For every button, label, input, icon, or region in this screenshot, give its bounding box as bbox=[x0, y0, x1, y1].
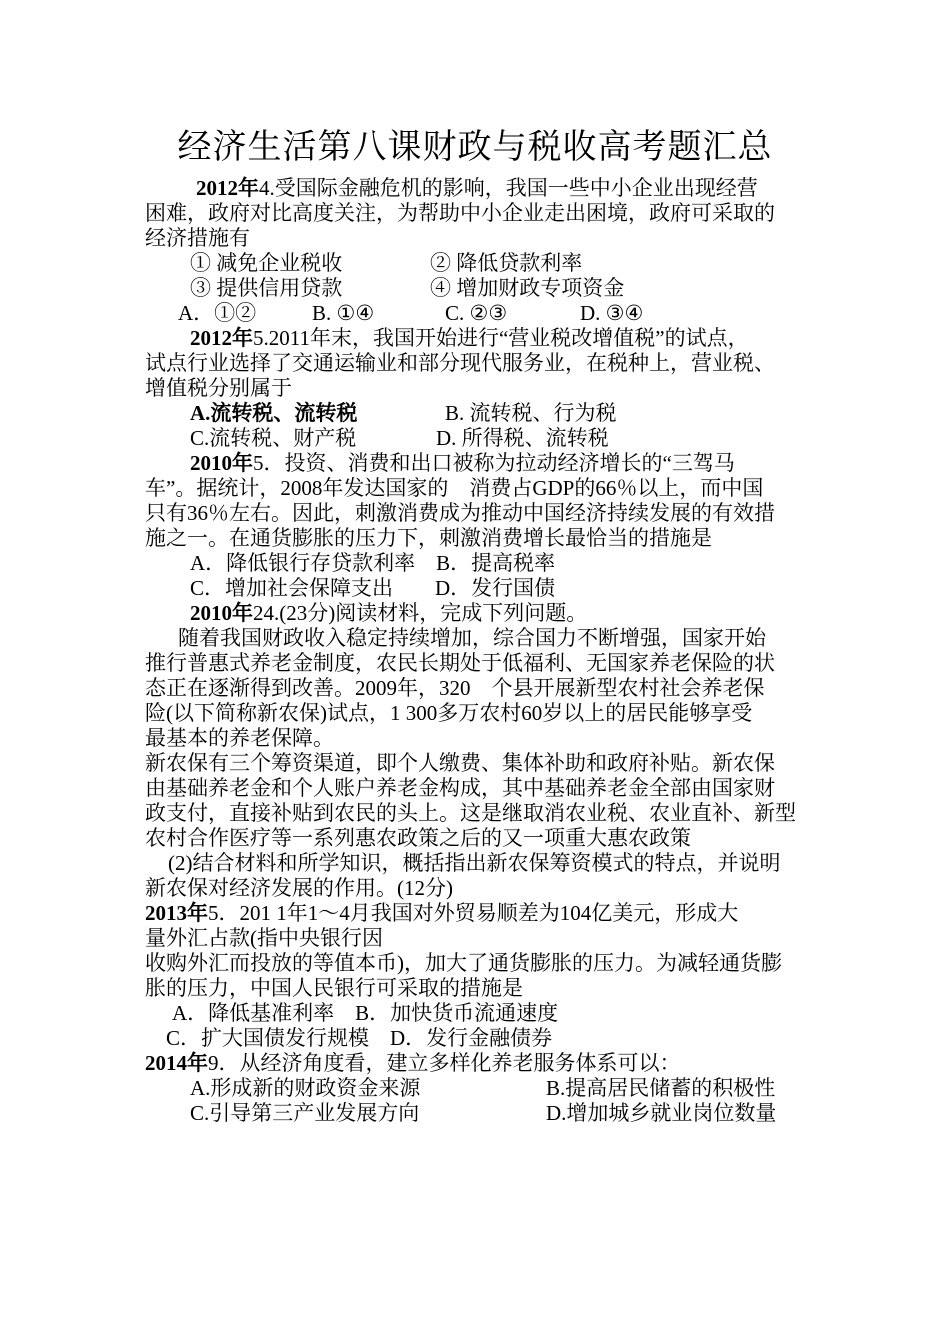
q2010-24-para1-line1: 随着我国财政收入稳定持续增加，综合国力不断增强，国家开始 bbox=[178, 626, 766, 650]
q2013-5-line4: 胀的压力，中国人民银行可采取的措施是 bbox=[145, 976, 523, 1000]
q2012-4-option-c: C. ②③ bbox=[445, 301, 508, 325]
q2012-4-option-d: D. ③④ bbox=[580, 301, 644, 325]
q2012-4-item1: ① 减免企业税收 bbox=[190, 251, 343, 275]
q2012-4-item4: ④ 增加财政专项资金 bbox=[430, 276, 625, 300]
q2010-24-para2-line2: 由基础养老金和个人账户养老金构成，其中基础养老金全部由国家财 bbox=[145, 776, 775, 800]
year-label: 2010年 bbox=[190, 601, 253, 625]
q2012-4-line2: 困难，政府对比高度关注，为帮助中小企业走出困境，政府可采取的 bbox=[145, 201, 775, 225]
q2010-24-para1-line3: 态正在逐渐得到改善。2009年，320 个县开展新型农村社会养老保 bbox=[145, 676, 765, 700]
q2010-24-ask-line2: 新农保对经济发展的作用。(12分) bbox=[145, 876, 453, 900]
q2012-5-option-b: B. 流转税、行为税 bbox=[445, 401, 617, 425]
q2012-5-line2: 试点行业选择了交通运输业和部分现代服务业，在税种上，营业税、 bbox=[145, 351, 775, 375]
year-label: 2012年 bbox=[190, 326, 253, 350]
q2012-5-line3: 增值税分别属于 bbox=[145, 376, 292, 400]
q2013-5-line2: 量外汇占款(指中央银行因 bbox=[145, 926, 383, 950]
q2010-24-ask-line1: (2)结合材料和所学知识，概括指出新农保筹资模式的特点，并说明 bbox=[168, 851, 781, 875]
q2014-9-stem: 2014年9．从经济角度看，建立多样化养老服务体系可以： bbox=[145, 1051, 681, 1075]
q2013-5-options-ab: A．降低基准利率 B．加快货币流通速度 bbox=[172, 1001, 559, 1025]
q2014-9-option-a: A.形成新的财政资金来源 bbox=[190, 1076, 421, 1100]
q2012-4-option-a: A．①② bbox=[178, 301, 257, 325]
q2012-4-option-b: B. ①④ bbox=[312, 301, 375, 325]
q2012-5-option-a: A.流转税、流转税 bbox=[190, 401, 358, 425]
q2012-4-line1: 2012年4.受国际金融危机的影响，我国一些中小企业出现经营 bbox=[196, 176, 758, 200]
q2010-5-line3: 只有36％左右。因此，刺激消费成为推动中国经济持续发展的有效措 bbox=[145, 501, 775, 525]
q2010-5-options-ab: A．降低银行存贷款利率 B．提高税率 bbox=[190, 551, 556, 575]
q2012-5-option-d: D. 所得税、流转税 bbox=[436, 426, 609, 450]
year-label: 2013年 bbox=[145, 901, 208, 925]
q2012-4-item3: ③ 提供信用贷款 bbox=[190, 276, 343, 300]
q2010-24-para1-line5: 最基本的养老保障。 bbox=[145, 726, 334, 750]
q2012-5-line1: 2012年5.2011年末，我国开始进行“营业税改增值税”的试点， bbox=[190, 326, 749, 350]
q2012-4-item2: ② 降低贷款利率 bbox=[430, 251, 583, 275]
q2013-5-line1: 2013年5．201 1年1～4月我国对外贸易顺差为104亿美元，形成大 bbox=[145, 901, 739, 925]
q2010-5-line4: 施之一。在通货膨胀的压力下，刺激消费增长最恰当的措施是 bbox=[145, 526, 712, 550]
q2010-24-para1-line4: 险(以下简称新农保)试点，1 300多万农村60岁以上的居民能够享受 bbox=[145, 701, 753, 725]
q2014-9-option-c: C.引导第三产业发展方向 bbox=[190, 1101, 420, 1125]
q2010-24-stem: 2010年24.(23分)阅读材料，完成下列问题。 bbox=[190, 601, 588, 625]
q2010-5-line1: 2010年5．投资、消费和出口被称为拉动经济增长的“三驾马 bbox=[190, 451, 735, 475]
document-title: 经济生活第八课财政与税收高考题汇总 bbox=[177, 129, 773, 166]
q2010-24-para2-line1: 新农保有三个筹资渠道，即个人缴费、集体补助和政府补贴。新农保 bbox=[145, 751, 775, 775]
q2010-24-para1-line2: 推行普惠式养老金制度，农民长期处于低福利、无国家养老保险的状 bbox=[145, 651, 775, 675]
year-label: 2014年 bbox=[145, 1051, 208, 1075]
q2010-24-para2-line3: 政支付，直接补贴到农民的头上。这是继取消农业税、农业直补、新型 bbox=[145, 801, 796, 825]
year-label: 2012年 bbox=[196, 176, 259, 200]
year-label: 2010年 bbox=[190, 451, 253, 475]
q2014-9-option-d: D.增加城乡就业岗位数量 bbox=[546, 1101, 777, 1125]
q2010-5-options-cd: C．增加社会保障支出 D．发行国债 bbox=[190, 576, 556, 600]
q2012-4-line3: 经济措施有 bbox=[145, 226, 250, 250]
q2010-5-line2: 车”。据统计，2008年发达国家的 消费占GDP的66％以上，而中国 bbox=[145, 476, 764, 500]
q2012-5-option-c: C.流转税、财产税 bbox=[190, 426, 357, 450]
q2010-24-para2-line4: 农村合作医疗等一系列惠农政策之后的又一项重大惠农政策 bbox=[145, 826, 691, 850]
q2014-9-option-b: B.提高居民储蓄的积极性 bbox=[546, 1076, 776, 1100]
q2013-5-line3: 收购外汇而投放的等值本币)，加大了通货膨胀的压力。为减轻通货膨 bbox=[145, 951, 782, 975]
q2013-5-options-cd: C．扩大国债发行规模 D．发行金融债券 bbox=[166, 1026, 553, 1050]
